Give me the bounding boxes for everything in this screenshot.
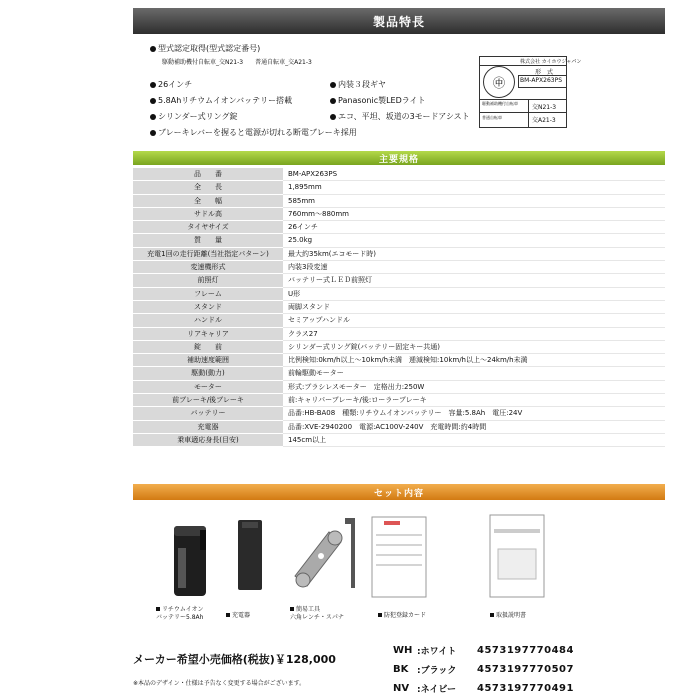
registration-card-image <box>370 515 430 600</box>
spec-row <box>133 248 665 261</box>
bullet-icon <box>330 98 336 104</box>
bullet-icon <box>150 114 156 120</box>
spec-row <box>133 221 665 234</box>
feature-gear: 内装３段ギヤ <box>330 80 386 90</box>
spec-row <box>133 394 665 407</box>
bullet-icon <box>330 82 336 88</box>
cert-label-normal: 普通自転車 <box>482 115 502 120</box>
spec-value: BM-APX263PS <box>283 168 665 181</box>
specs-header: 主要規格 <box>133 151 665 165</box>
feature-lock: シリンダー式リング錠 <box>150 112 238 122</box>
spec-value: 品番:HB-BA08 種類:リチウムイオンバッテリー 容量:5.8Ah 電圧:24V <box>283 407 665 420</box>
spec-row <box>133 328 665 341</box>
color-list <box>393 641 574 698</box>
spec-row <box>133 274 665 287</box>
spec-row <box>133 434 665 447</box>
spec-label: モーター <box>133 381 283 394</box>
spec-row <box>133 354 665 367</box>
registration-card-caption: 防犯登録カード <box>378 612 426 620</box>
bullet-icon <box>150 98 156 104</box>
spec-value: 前:キャリパーブレーキ/後:ローラーブレーキ <box>283 394 665 407</box>
bullet-icon <box>150 46 156 52</box>
feature-certification: 型式認定取得(型式認定番号) <box>150 44 260 54</box>
spec-row <box>133 261 665 274</box>
feature-battery: 5.8Ahリチウムイオンバッテリー搭載 <box>150 96 292 106</box>
charger-image <box>228 516 268 596</box>
spec-label: ハンドル <box>133 314 283 327</box>
feature-certification-codes: 駆動補助機付自転車_交N21-3 普通自転車_交A21-3 <box>162 59 312 66</box>
spec-value: バッテリー式ＬＥＤ前照灯 <box>283 274 665 287</box>
spec-row <box>133 234 665 247</box>
feature-light: Panasonic製LEDライト <box>330 96 426 106</box>
spec-label: サドル高 <box>133 208 283 221</box>
spec-row <box>133 288 665 301</box>
spec-label: スタンド <box>133 301 283 314</box>
spec-value: 内装3段変速 <box>283 261 665 274</box>
spec-row <box>133 421 665 434</box>
spec-row <box>133 195 665 208</box>
cert-maker: 株式会社 カイホウジャパン <box>520 59 582 65</box>
spec-row <box>133 314 665 327</box>
tool-image <box>285 516 365 596</box>
spec-value: 品番:XVE-2940200 電源:AC100V-240V 充電時間:約4時間 <box>283 421 665 434</box>
spec-row <box>133 301 665 314</box>
battery-image <box>160 520 220 600</box>
bullet-icon <box>150 130 156 136</box>
feature-assist: エコ、平坦、坂道の3モードアシスト <box>330 112 470 122</box>
spec-label: 全 幅 <box>133 195 283 208</box>
manual-caption: 取扱説明書 <box>490 612 526 620</box>
spec-value: 145cm以上 <box>283 434 665 447</box>
spec-label: 補助速度範囲 <box>133 354 283 367</box>
bullet-icon <box>330 114 336 120</box>
battery-caption: リチウムイオン バッテリー5.8Ah <box>156 606 204 621</box>
spec-label: タイヤサイズ <box>133 221 283 234</box>
set-contents-header: セット内容 <box>133 484 665 500</box>
manual-image <box>488 513 548 601</box>
features-header: 製品特長 <box>133 8 665 34</box>
spec-value: U形 <box>283 288 665 301</box>
spec-value: 形式:ブラシレスモーター 定格出力:250W <box>283 381 665 394</box>
tool-caption: 簡易工具 六角レンチ・スパナ <box>290 606 344 621</box>
spec-row <box>133 181 665 194</box>
spec-label: 充電1回の走行距離(当社指定パターン) <box>133 248 283 261</box>
cert-code-assist: 交N21-3 <box>532 104 557 111</box>
spec-value: 585mm <box>283 195 665 208</box>
spec-row <box>133 168 665 181</box>
spec-label: リアキャリア <box>133 328 283 341</box>
cert-code-normal: 交A21-3 <box>532 117 556 124</box>
color-row: BK :ブラック 4573197770507 <box>393 664 574 676</box>
bullet-icon <box>150 82 156 88</box>
spec-value: セミアップハンドル <box>283 314 665 327</box>
spec-label: 全 長 <box>133 181 283 194</box>
spec-value: 比例検知:0km/h以上〜10km/h未満 逓減検知:10km/h以上〜24km/h未満 <box>283 354 665 367</box>
cert-model-label: 形 式 <box>535 69 554 76</box>
spec-value: 前輪駆動モーター <box>283 367 665 380</box>
cert-label-assist: 駆動補助機付自転車 <box>482 101 518 106</box>
spec-value: 1,895mm <box>283 181 665 194</box>
cert-model: BM-APX263PS <box>520 77 563 84</box>
spec-row <box>133 407 665 420</box>
spec-label: 錠 前 <box>133 341 283 354</box>
spec-label: 変速機形式 <box>133 261 283 274</box>
spec-value: 760mm〜880mm <box>283 208 665 221</box>
spec-label: バッテリー <box>133 407 283 420</box>
spec-label: フレーム <box>133 288 283 301</box>
spec-value: 両脚スタンド <box>283 301 665 314</box>
spec-value: 26インチ <box>283 221 665 234</box>
spec-row <box>133 208 665 221</box>
certification-mark-icon: ㊥ <box>483 66 515 98</box>
spec-value: クラス27 <box>283 328 665 341</box>
spec-row <box>133 367 665 380</box>
price: メーカー希望小売価格(税抜)￥128,000 <box>133 653 336 666</box>
spec-label: 乗車適応身長(目安) <box>133 434 283 447</box>
color-row: NV :ネイビー 4573197770491 <box>393 683 574 695</box>
spec-value: シリンダー式リング錠(バッテリー固定キー共通) <box>283 341 665 354</box>
spec-label: 品 番 <box>133 168 283 181</box>
spec-label: 前ブレーキ/後ブレーキ <box>133 394 283 407</box>
disclaimer: ※本品のデザイン・仕様は予告なく変更する場合がございます。 <box>133 680 306 687</box>
spec-label: 前照灯 <box>133 274 283 287</box>
spec-label: 質 量 <box>133 234 283 247</box>
feature-26inch: 26インチ <box>150 80 192 90</box>
spec-label: 駆動(動力) <box>133 367 283 380</box>
spec-value: 最大約35km(エコモード時) <box>283 248 665 261</box>
spec-value: 25.0kg <box>283 234 665 247</box>
specs-table <box>133 168 665 447</box>
spec-row <box>133 341 665 354</box>
color-row: WH :ホワイト 4573197770484 <box>393 645 574 657</box>
spec-row <box>133 381 665 394</box>
certification-label <box>479 56 582 128</box>
charger-caption: 充電器 <box>226 612 250 620</box>
feature-brake: ブレーキレバーを握ると電源が切れる断電ブレーキ採用 <box>150 128 357 138</box>
spec-label: 充電器 <box>133 421 283 434</box>
